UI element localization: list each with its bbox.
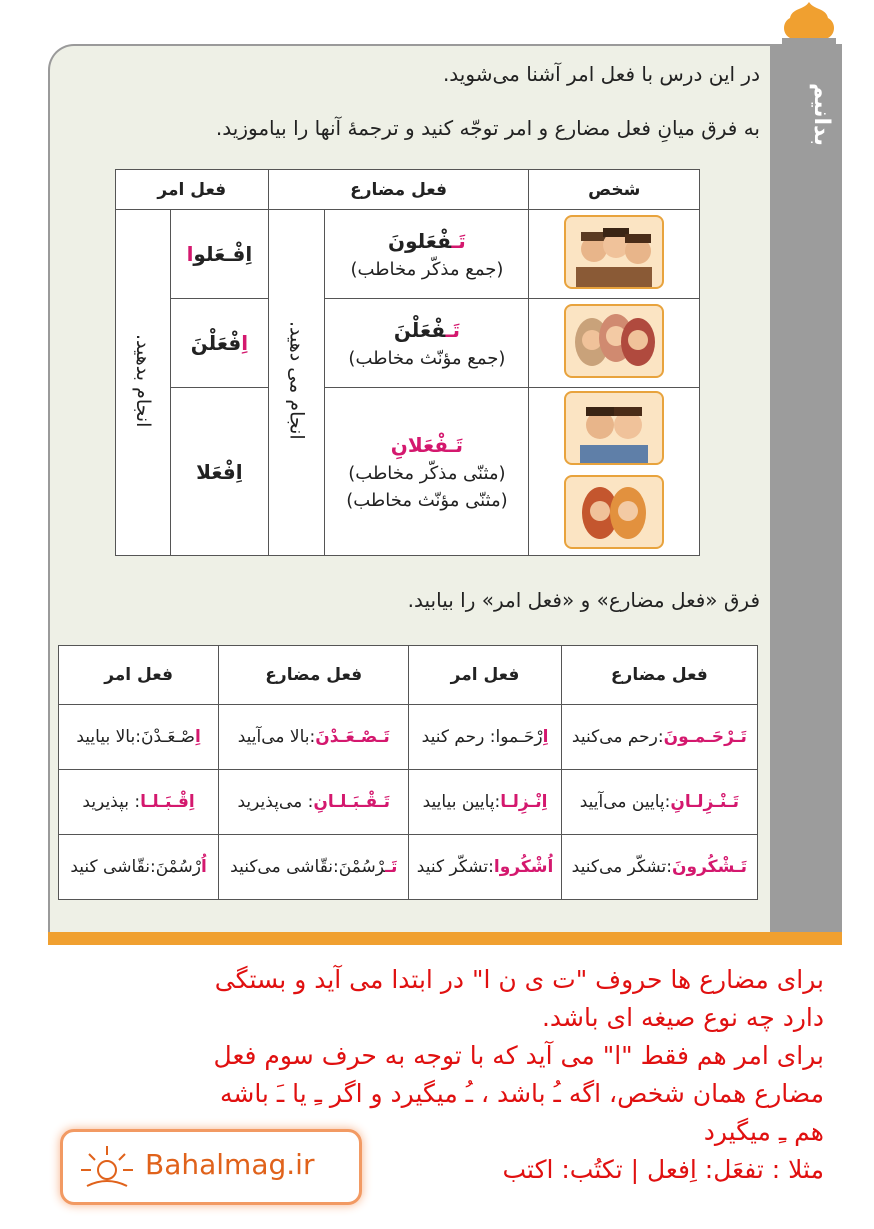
brand-text[interactable]: Bahalmag.ir (145, 1148, 315, 1181)
side-strip (770, 44, 842, 932)
side-label: بدانیم (809, 83, 834, 147)
table-row (59, 770, 758, 835)
sun-logo-icon (77, 1142, 137, 1192)
imperative-verb-masc-plural: اِفْـعَلوا (186, 242, 253, 266)
present-cell-masc-plural (325, 210, 529, 299)
person-image-dual (529, 388, 700, 556)
practice-table (58, 645, 758, 900)
header-person: شخص (529, 170, 700, 210)
imperative-cell-fem-plural (171, 299, 268, 388)
t2-cell: اِقْـبَـلـا: بپذیرید (59, 770, 219, 835)
table-row (59, 705, 758, 770)
person-image-fem-plural (529, 299, 700, 388)
t2-cell: تَـنْـزِلـانِ:پایین می‌آیید (561, 770, 757, 835)
t2-cell: تَـقْـبَـلـانِ: می‌پذیرید (219, 770, 409, 835)
present-desc-dual-masc: (مثنّی مذکّر مخاطب) (348, 462, 506, 484)
imperative-cell-dual (171, 388, 268, 556)
header-present: فعل مضارع (268, 170, 529, 210)
intro-line-1: در این درس با فعل امر آشنا می‌شوید. (442, 62, 760, 86)
header-imperative: فعل امر (116, 170, 269, 210)
t2-cell: تَـرْحَـمـونَ:رحم می‌کنید (561, 705, 757, 770)
present-verb-fem-plural: تَـفْعَلْنَ (393, 317, 461, 342)
t2-cell: اُشْکُروا:تشکّر کنید (409, 835, 561, 900)
t2-cell: تَـصْـعَـدْنَ:بالا می‌آیید (219, 705, 409, 770)
t2-cell: اِرْحَـموا: رحم کنید (409, 705, 561, 770)
note-line-6: مثلا : تفعَل: اِفعل | تکتُب: اکتب (502, 1155, 824, 1184)
t2-header-2: فعل امر (409, 646, 561, 705)
note-line-5: هم ـِ میگیرد (703, 1117, 824, 1146)
t2-cell: اُرْسُمْنَ:نقّاشی کنید (59, 835, 219, 900)
girls-group-icon (564, 304, 664, 378)
present-note: انجام می دهید. (285, 321, 308, 440)
note-line-4: مضارع همان شخص، اگه ـُ باشد ، ـُ میگیرد و اگر ـِ یا ـَ باشه (219, 1079, 824, 1108)
brand-box[interactable] (60, 1129, 362, 1205)
present-desc-fem-plural: (جمع مؤنّث مخاطب) (348, 347, 506, 369)
t2-header-4: فعل امر (59, 646, 219, 705)
flower-badge-icon (782, 0, 836, 56)
present-verb-dual: تَـفْعَلانِ (390, 432, 464, 457)
present-cell-fem-plural (325, 299, 529, 388)
person-image-masc-plural (529, 210, 700, 299)
present-desc-masc-plural: (جمع مذکّر مخاطب) (350, 258, 504, 280)
t2-header-1: فعل مضارع (561, 646, 757, 705)
two-boys-icon (564, 391, 664, 465)
note-line-2: دارد چه نوع صیغه ای باشد. (541, 1003, 824, 1032)
intro-line-2: به فرق میانِ فعل مضارع و امر توجّه کنید و ترجمهٔ آنها را بیاموزید. (215, 116, 760, 140)
intro-line-3: فرق «فعل مضارع» و «فعل امر» را بیابید. (407, 588, 760, 612)
present-verb-masc-plural: تَـفْعَلونَ (388, 228, 466, 253)
imperative-verb-fem-plural: اِفْعَلْنَ (190, 331, 249, 355)
two-girls-icon (564, 475, 664, 549)
imperative-note: انجام بدهید. (132, 333, 155, 428)
t2-cell: اِصْـعَـدْنَ:بالا بیایید (59, 705, 219, 770)
note-line-1: برای مضارع ها حروف "ت ی ن ا" در ابتدا می آید و بستگی (214, 965, 824, 994)
note-line-3: برای امر هم فقط "ا" می آید که با توجه به حرف سوم فعل (213, 1041, 824, 1070)
imperative-cell-masc-plural (171, 210, 268, 299)
orange-divider (48, 932, 842, 945)
table-row (59, 835, 758, 900)
imperative-verb-dual: اِفْعَل (196, 459, 243, 484)
imperative-note-cell (116, 210, 171, 556)
present-note-cell (268, 210, 325, 556)
present-desc-dual-fem: (مثنّی مؤنّث مخاطب) (346, 489, 508, 511)
t2-cell: تَـرْسُمْنَ:نقّاشی می‌کنید (219, 835, 409, 900)
boys-group-icon (564, 215, 664, 289)
person-table (115, 169, 700, 556)
t2-cell: اِنْـزِلـا:پایین بیایید (409, 770, 561, 835)
present-cell-dual (325, 388, 529, 556)
t2-cell: تَـشْکُرونَ:تشکّر می‌کنید (561, 835, 757, 900)
t2-header-3: فعل مضارع (219, 646, 409, 705)
